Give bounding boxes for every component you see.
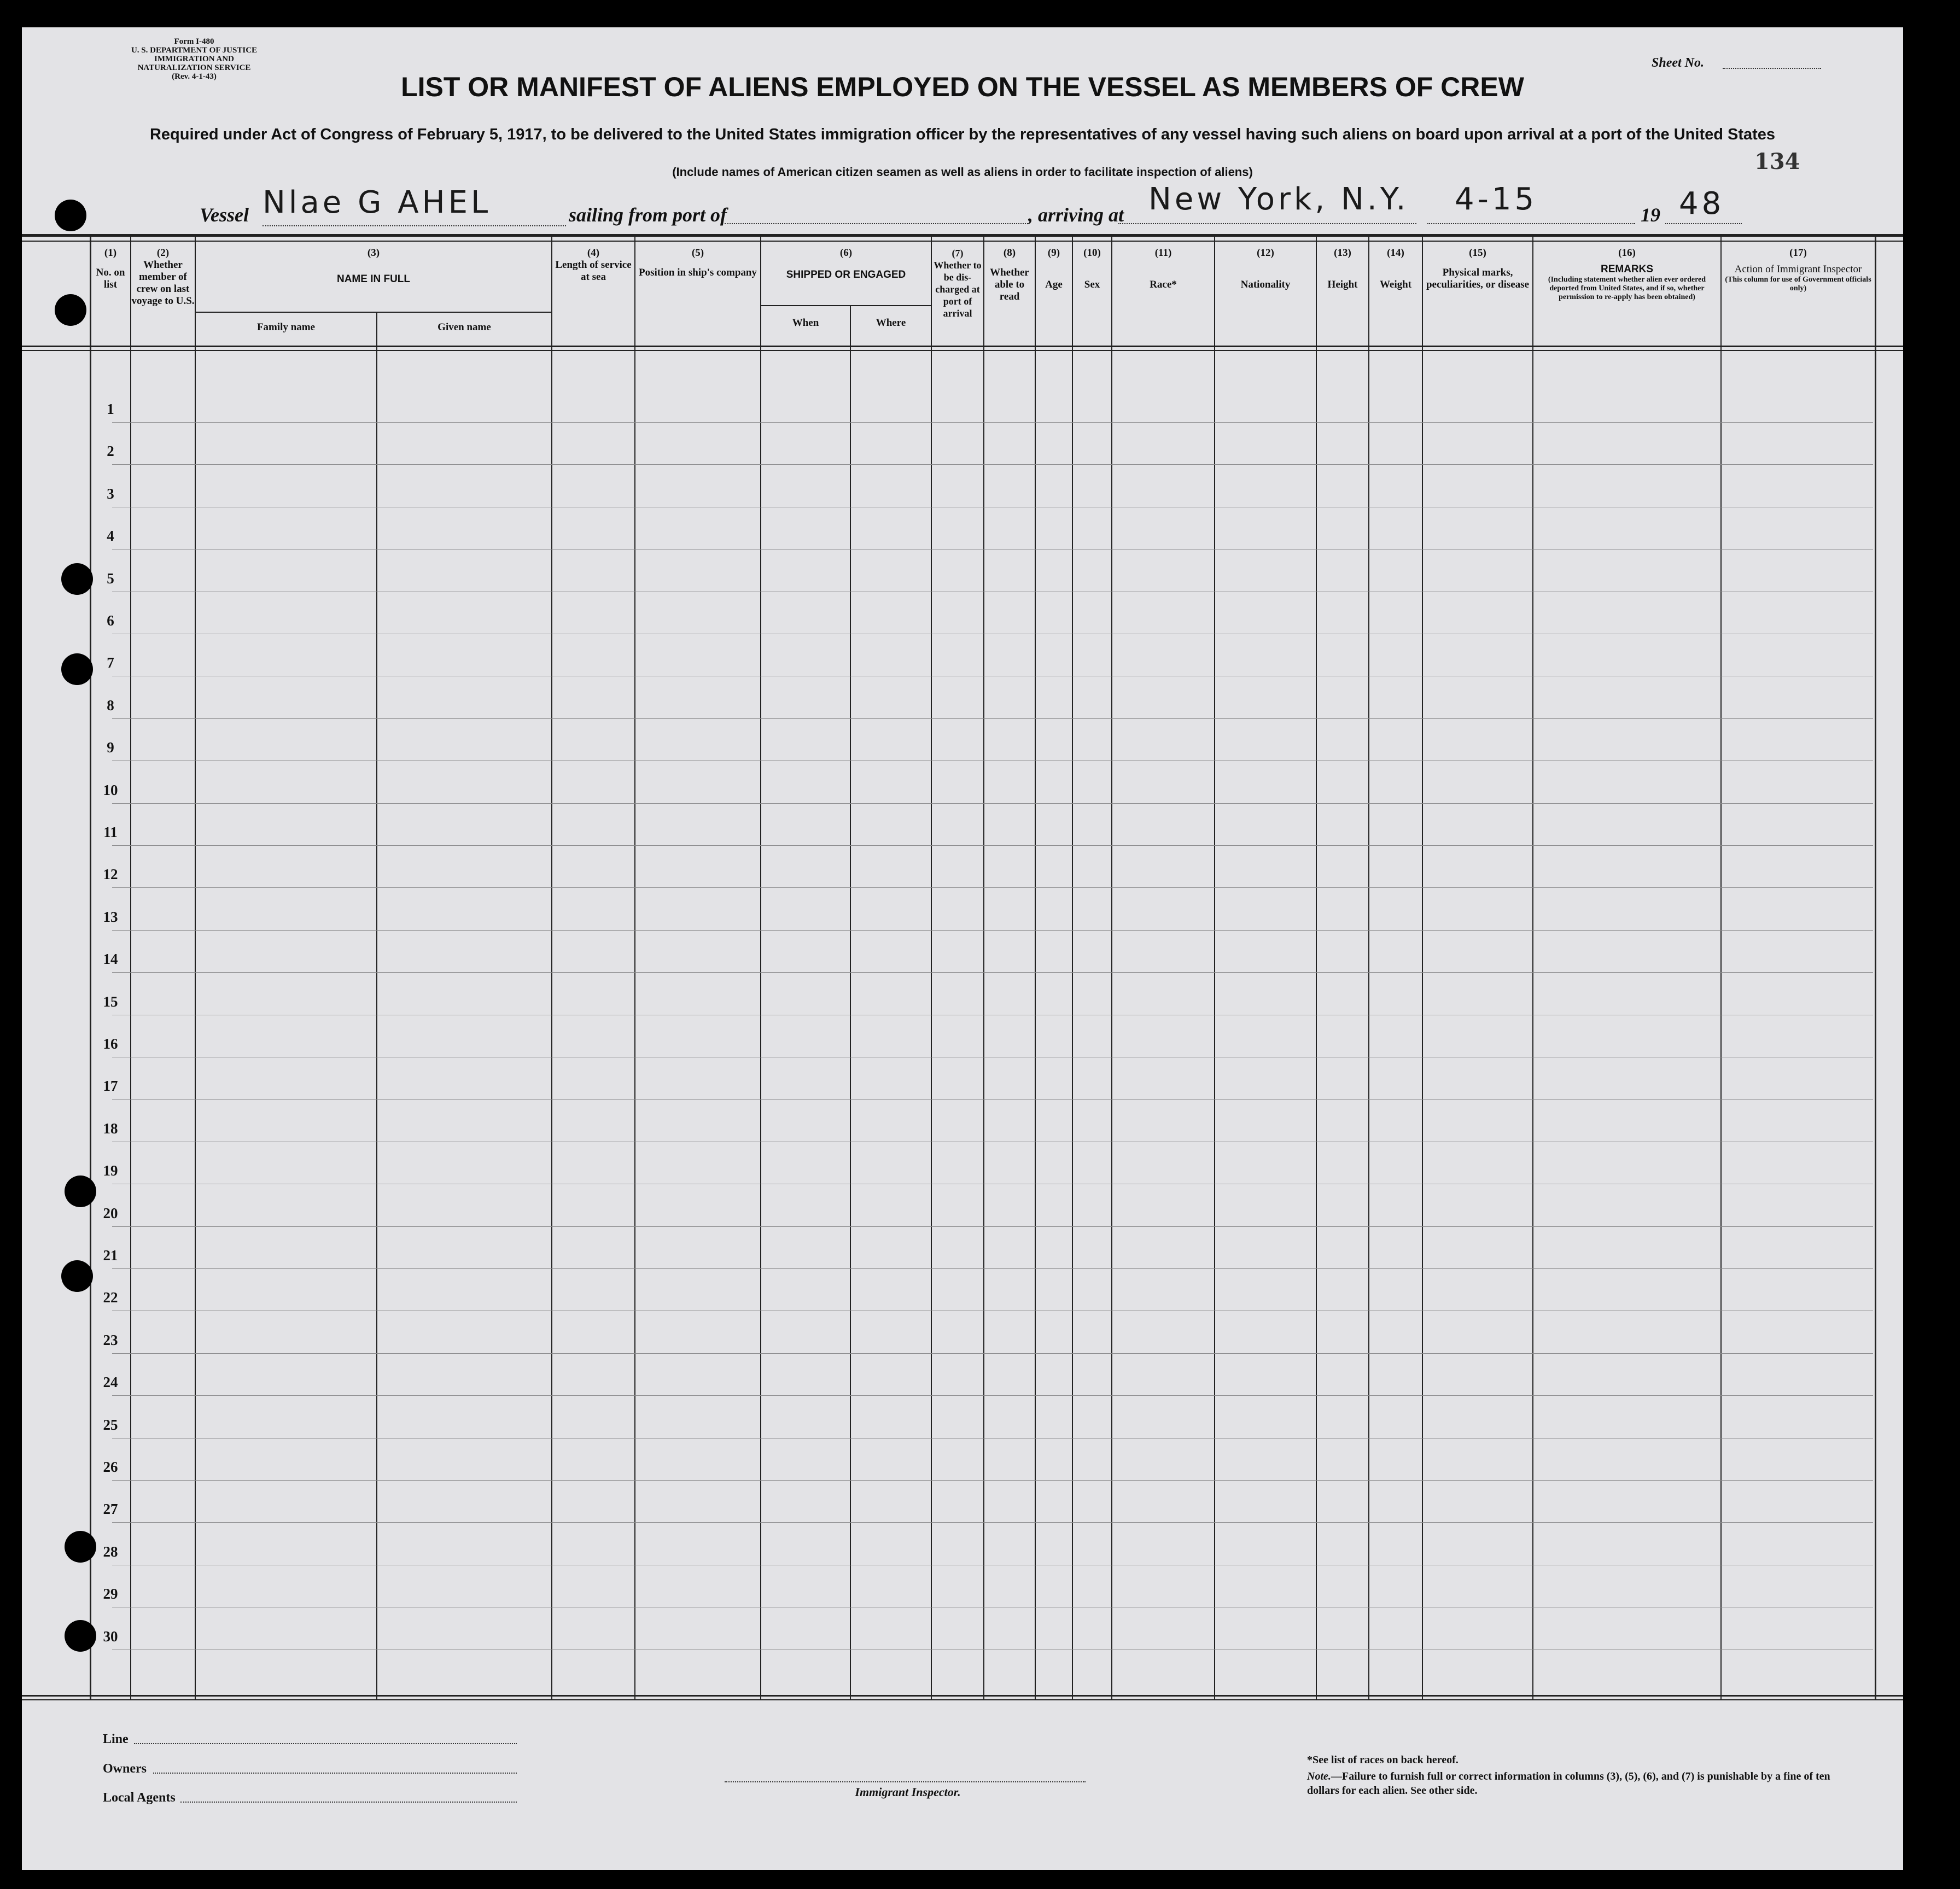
col3-given-name: Given name [438, 321, 491, 333]
row-number: 21 [103, 1247, 118, 1264]
note-prefix: Note. [1307, 1770, 1331, 1782]
col12-label: Nationality [1240, 279, 1291, 290]
row-line [112, 1522, 1873, 1523]
sheet-number-field[interactable] [1723, 68, 1821, 69]
col1-number: (1) [104, 247, 117, 259]
year-handwritten: 48 [1679, 186, 1725, 221]
form-subtitle: Required under Act of Congress of February 5, 1917, to be delivered to the United States immigration officer by the representatives of any vessel having such aliens on board upon arrival at a port of the United States [149, 126, 1776, 143]
col1-label: No. on list [96, 267, 125, 290]
col-line-18 [1875, 235, 1876, 1700]
col16-number: (16) [1618, 247, 1636, 259]
row-number: 16 [103, 1036, 118, 1052]
table-bottom-border [22, 1695, 1903, 1697]
punch-hole [55, 200, 86, 231]
col6-when: When [792, 317, 819, 329]
col7-label: Whether to be dis-charged at port of arrival [934, 260, 982, 319]
row-line [112, 1395, 1873, 1396]
col10-header [1073, 247, 1111, 291]
col-line-7 [931, 235, 932, 1700]
col-line-5 [634, 235, 635, 1700]
vessel-label: Vessel [200, 204, 249, 226]
row-line [112, 803, 1873, 804]
row-number: 19 [103, 1162, 118, 1179]
col2-label: Whether member of crew on last voyage to U.S. [131, 259, 195, 307]
manifest-form [22, 27, 1903, 1870]
col13-label: Height [1327, 279, 1358, 290]
col3-family-name: Family name [256, 321, 316, 333]
col4-label: Length of service at sea [555, 259, 632, 283]
form-title: LIST OR MANIFEST OF ALIENS EMPLOYED ON THE VESSEL AS MEMBERS OF CREW [401, 72, 1524, 102]
col9-number: (9) [1047, 247, 1060, 259]
row-number: 20 [103, 1204, 118, 1221]
row-number: 17 [103, 1078, 118, 1095]
row-number: 10 [103, 781, 118, 798]
vessel-field[interactable] [262, 225, 566, 226]
col9-header [1036, 247, 1072, 291]
punch-hole [65, 1531, 96, 1563]
sheet-number-label: Sheet No. [1652, 56, 1704, 70]
penalty-note [1307, 1769, 1854, 1798]
row-number: 6 [107, 612, 114, 629]
row-number: 18 [103, 1120, 118, 1137]
col4-number: (4) [587, 247, 600, 259]
col10-label: Sex [1084, 279, 1100, 290]
row-number: 3 [107, 485, 114, 502]
col12-number: (12) [1257, 247, 1274, 259]
col13-number: (13) [1334, 247, 1351, 259]
arriving-port-handwritten: New York, N.Y. [1148, 182, 1409, 217]
note-text: —Failure to furnish full or correct information in columns (3), (5), (6), and (7) is punishable by a fine of ten dollars for each alien. See other side. [1307, 1770, 1830, 1797]
row-number: 8 [107, 697, 114, 714]
line-field[interactable] [134, 1743, 517, 1744]
col-line-3 [195, 235, 196, 1700]
date-field[interactable] [1427, 223, 1635, 224]
col-line-15 [1422, 235, 1423, 1700]
punch-hole [65, 1620, 96, 1652]
row-line [112, 972, 1873, 973]
col-line-9 [1035, 235, 1036, 1700]
col15-label: Physical marks, peculiarities, or disease [1426, 267, 1530, 290]
vessel-name-handwritten: Nlae G AHEL [262, 185, 492, 220]
arriving-field[interactable] [1118, 223, 1416, 224]
col6-where: Where [876, 317, 906, 329]
punch-hole [61, 653, 93, 685]
shipped-subheader-line [761, 305, 931, 306]
owners-field[interactable] [153, 1773, 517, 1774]
col14-number: (14) [1387, 247, 1404, 259]
col-line-16 [1532, 235, 1533, 1700]
row-number: 12 [103, 866, 118, 883]
table-top-border-inner [22, 241, 1903, 242]
col14-header [1369, 247, 1422, 291]
punch-hole [65, 1175, 96, 1207]
col-line-4 [551, 235, 552, 1700]
row-number: 5 [107, 570, 114, 587]
row-line [112, 887, 1873, 888]
arrival-date-handwritten: 4-15 [1455, 182, 1538, 217]
col17-note: (This column for use of Government officials only) [1725, 276, 1871, 293]
races-note: *See list of races on back hereof. [1307, 1754, 1459, 1766]
row-line [112, 1353, 1873, 1354]
col6-label: SHIPPED OR ENGAGED [786, 269, 906, 280]
col5-number: (5) [691, 247, 704, 259]
punch-hole [55, 294, 86, 326]
sailing-label: sailing from port of [569, 204, 727, 226]
local-agents-label: Local Agents [103, 1791, 176, 1805]
col7-header [932, 247, 983, 319]
row-line [112, 1226, 1873, 1227]
row-number: 4 [107, 528, 114, 545]
punch-hole [61, 1260, 93, 1292]
row-line [112, 1480, 1873, 1481]
col9-label: Age [1045, 279, 1063, 290]
col14-label: Weight [1379, 279, 1412, 290]
col4-header [552, 247, 634, 283]
table-bottom-border-inner [22, 1699, 1903, 1700]
col2-header [131, 247, 195, 307]
col1-header [91, 247, 130, 291]
col3-number: (3) [367, 247, 380, 259]
col-line-6b [850, 305, 851, 1700]
col-line-10 [1072, 235, 1073, 1700]
col6-number: (6) [839, 247, 853, 259]
col16-label: REMARKS [1600, 264, 1654, 275]
row-number: 30 [103, 1628, 118, 1645]
col5-header [635, 247, 760, 279]
punch-hole [61, 563, 93, 595]
row-number: 28 [103, 1543, 118, 1560]
row-number: 11 [103, 824, 118, 840]
row-number: 27 [103, 1501, 118, 1518]
row-number: 24 [103, 1374, 118, 1391]
col11-label: Race* [1150, 279, 1177, 290]
col-line-8 [983, 235, 984, 1700]
row-number: 14 [103, 951, 118, 968]
name-subheader-line [196, 312, 551, 313]
col7-number: (7) [952, 248, 964, 259]
col-line-2 [130, 235, 131, 1700]
year-prefix: 19 [1641, 204, 1660, 226]
col6-header [761, 247, 931, 281]
col2-number: (2) [156, 247, 170, 259]
row-number: 23 [103, 1331, 118, 1348]
arriving-label: , arriving at [1028, 204, 1124, 226]
header-bottom-border-inner [22, 350, 1903, 351]
row-number: 2 [107, 443, 114, 460]
local-agents-field[interactable] [180, 1802, 517, 1803]
col16-header [1533, 247, 1720, 302]
row-number: 13 [103, 908, 118, 925]
row-line [112, 845, 1873, 846]
col8-label: Whether able to read [990, 267, 1029, 302]
header-bottom-border [22, 346, 1903, 347]
include-note: (Include names of American citizen seamen as well as aliens in order to facilitate inspection of aliens) [672, 165, 1253, 179]
col-line-11 [1111, 235, 1112, 1700]
row-line [112, 718, 1873, 719]
row-line [112, 1099, 1873, 1100]
stamp-number: 134 [1754, 149, 1800, 174]
col8-header [984, 247, 1035, 303]
inspector-label: Immigrant Inspector. [855, 1785, 961, 1799]
col11-header [1112, 247, 1214, 291]
col5-label: Position in ship's company [639, 267, 757, 278]
col-line-17 [1720, 235, 1722, 1700]
year-field[interactable] [1665, 223, 1742, 224]
col-line-3b [376, 312, 377, 1700]
row-number: 26 [103, 1459, 118, 1475]
col17-number: (17) [1789, 247, 1807, 259]
col11-number: (11) [1154, 247, 1172, 259]
col17-label: Action of Immigrant Inspector [1734, 264, 1862, 275]
row-line [112, 930, 1873, 931]
row-number: 22 [103, 1289, 118, 1306]
form-number: Form I-480 [174, 37, 214, 46]
col8-number: (8) [1003, 247, 1016, 259]
row-number: 1 [107, 401, 114, 417]
row-number: 29 [103, 1586, 118, 1603]
col10-number: (10) [1083, 247, 1101, 259]
row-line [112, 1268, 1873, 1269]
row-line [112, 422, 1873, 423]
col15-number: (15) [1469, 247, 1486, 259]
col-line-13 [1316, 235, 1317, 1700]
col13-header [1317, 247, 1368, 291]
revision: (Rev. 4-1-43) [172, 72, 217, 81]
col-line-6 [760, 235, 761, 1700]
row-number: 7 [107, 654, 114, 671]
line-label: Line [103, 1732, 129, 1746]
row-number: 15 [103, 993, 118, 1010]
service: IMMIGRATION AND NATURALIZATION SERVICE [137, 55, 251, 72]
col-line-12 [1214, 235, 1215, 1700]
col16-note: (Including statement whether alien ever ordered deported from United States, and if so, whether permission to re-apply has been obtained) [1548, 276, 1706, 301]
col17-header [1722, 247, 1875, 293]
department: U. S. DEPARTMENT OF JUSTICE [131, 46, 258, 55]
col12-header [1215, 247, 1316, 291]
col3-header [196, 247, 551, 285]
col-line-14 [1368, 235, 1369, 1700]
col15-header [1423, 247, 1532, 291]
table-top-border [22, 234, 1903, 237]
sailing-port-field[interactable] [725, 223, 1028, 224]
owners-label: Owners [103, 1762, 147, 1776]
col3-label: NAME IN FULL [336, 273, 411, 285]
inspector-signature-field[interactable] [725, 1781, 1086, 1782]
row-number: 25 [103, 1416, 118, 1433]
row-line [112, 464, 1873, 465]
row-number: 9 [107, 739, 114, 756]
